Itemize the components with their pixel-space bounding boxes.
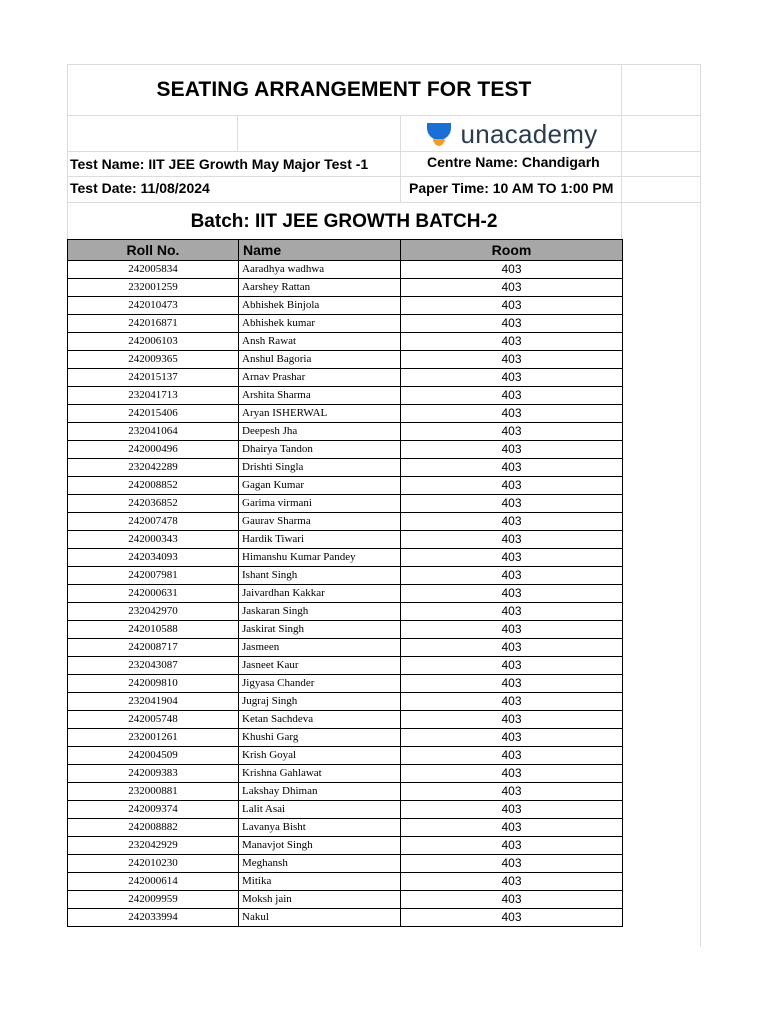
student-name-cell: Jaskirat Singh (239, 621, 401, 639)
student-name-cell: Arnav Prashar (239, 369, 401, 387)
student-name-cell: Jaivardhan Kakkar (239, 585, 401, 603)
roll-no-cell: 232041904 (68, 693, 239, 711)
roll-no-cell: 242006103 (68, 333, 239, 351)
roll-no-cell: 232001261 (68, 729, 239, 747)
student-name-cell: Manavjot Singh (239, 837, 401, 855)
student-name-cell: Aarshey Rattan (239, 279, 401, 297)
table-row (68, 711, 623, 729)
table-row (68, 909, 623, 927)
student-name-cell: Abhishek Binjola (239, 297, 401, 315)
student-name-cell: Krish Goyal (239, 747, 401, 765)
room-cell: 403 (401, 603, 623, 621)
roll-no-cell: 242010588 (68, 621, 239, 639)
room-cell: 403 (401, 855, 623, 873)
table-row (68, 693, 623, 711)
student-name-cell: Jasneet Kaur (239, 657, 401, 675)
room-cell: 403 (401, 297, 623, 315)
roll-no-cell: 242033994 (68, 909, 239, 927)
roll-no-cell: 242007981 (68, 567, 239, 585)
table-row (68, 567, 623, 585)
table-body (68, 261, 623, 927)
student-name-cell: Aaradhya wadhwa (239, 261, 401, 279)
table-row (68, 495, 623, 513)
table-row (68, 747, 623, 765)
table-row (68, 477, 623, 495)
roll-no-cell: 242000614 (68, 873, 239, 891)
unacademy-logo-icon (424, 120, 454, 148)
grid-line (67, 176, 701, 177)
room-cell: 403 (401, 693, 623, 711)
paper-time: Paper Time: 10 AM TO 1:00 PM (409, 180, 614, 196)
roll-no-cell: 232042929 (68, 837, 239, 855)
roll-no-cell: 242000343 (68, 531, 239, 549)
roll-no-cell: 232001259 (68, 279, 239, 297)
table-row (68, 837, 623, 855)
grid-line (67, 202, 701, 203)
student-name-cell: Krishna Gahlawat (239, 765, 401, 783)
roll-no-cell: 242015406 (68, 405, 239, 423)
room-cell: 403 (401, 531, 623, 549)
table-header-row (68, 240, 623, 261)
student-name-cell: Ansh Rawat (239, 333, 401, 351)
logo-wordmark: unacademy (460, 118, 598, 149)
table-row (68, 657, 623, 675)
room-cell: 403 (401, 477, 623, 495)
table-row (68, 855, 623, 873)
room-cell: 403 (401, 585, 623, 603)
table-row (68, 369, 623, 387)
roll-no-cell: 242008882 (68, 819, 239, 837)
roll-no-cell: 242036852 (68, 495, 239, 513)
unacademy-logo (401, 117, 621, 151)
room-cell: 403 (401, 369, 623, 387)
roll-no-cell: 242009365 (68, 351, 239, 369)
table-row (68, 873, 623, 891)
room-cell: 403 (401, 783, 623, 801)
table-row (68, 603, 623, 621)
student-name-cell: Jasmeen (239, 639, 401, 657)
student-name-cell: Jaskaran Singh (239, 603, 401, 621)
centre-name: Centre Name: Chandigarh (427, 154, 600, 170)
table-row (68, 423, 623, 441)
room-cell: 403 (401, 819, 623, 837)
grid-line (67, 115, 701, 116)
student-name-cell: Drishti Singla (239, 459, 401, 477)
student-name-cell: Nakul (239, 909, 401, 927)
student-name-cell: Aryan ISHERWAL (239, 405, 401, 423)
grid-line (67, 151, 701, 152)
table-row (68, 513, 623, 531)
table-row (68, 297, 623, 315)
seating-table (67, 239, 623, 927)
table-row (68, 333, 623, 351)
column-header-room: Room (401, 240, 623, 261)
student-name-cell: Gaurav Sharma (239, 513, 401, 531)
table-row (68, 765, 623, 783)
roll-no-cell: 242005834 (68, 261, 239, 279)
student-name-cell: Mitika (239, 873, 401, 891)
roll-no-cell: 242008852 (68, 477, 239, 495)
student-name-cell: Khushi Garg (239, 729, 401, 747)
student-name-cell: Abhishek kumar (239, 315, 401, 333)
roll-no-cell: 232042289 (68, 459, 239, 477)
room-cell: 403 (401, 459, 623, 477)
student-name-cell: Dhairya Tandon (239, 441, 401, 459)
room-cell: 403 (401, 567, 623, 585)
room-cell: 403 (401, 729, 623, 747)
room-cell: 403 (401, 747, 623, 765)
roll-no-cell: 242015137 (68, 369, 239, 387)
roll-no-cell: 242004509 (68, 747, 239, 765)
column-header-roll-no: Roll No. (68, 240, 239, 261)
student-name-cell: Garima virmani (239, 495, 401, 513)
roll-no-cell: 232043087 (68, 657, 239, 675)
roll-no-cell: 232041064 (68, 423, 239, 441)
table-row (68, 279, 623, 297)
roll-no-cell: 242009374 (68, 801, 239, 819)
room-cell: 403 (401, 837, 623, 855)
student-name-cell: Lalit Asai (239, 801, 401, 819)
table-row (68, 441, 623, 459)
column-header-name: Name (239, 240, 401, 261)
table-row (68, 585, 623, 603)
table-row (68, 891, 623, 909)
roll-no-cell: 242007478 (68, 513, 239, 531)
student-name-cell: Anshul Bagoria (239, 351, 401, 369)
table-row (68, 351, 623, 369)
room-cell: 403 (401, 549, 623, 567)
student-name-cell: Lakshay Dhiman (239, 783, 401, 801)
roll-no-cell: 242010230 (68, 855, 239, 873)
room-cell: 403 (401, 387, 623, 405)
test-date: Test Date: 11/08/2024 (70, 180, 210, 196)
roll-no-cell: 242009810 (68, 675, 239, 693)
table-row (68, 639, 623, 657)
roll-no-cell: 242034093 (68, 549, 239, 567)
room-cell: 403 (401, 765, 623, 783)
table-row (68, 405, 623, 423)
room-cell: 403 (401, 711, 623, 729)
roll-no-cell: 242009959 (68, 891, 239, 909)
room-cell: 403 (401, 801, 623, 819)
table-row (68, 729, 623, 747)
room-cell: 403 (401, 405, 623, 423)
student-name-cell: Lavanya Bisht (239, 819, 401, 837)
table-row (68, 315, 623, 333)
table-row (68, 387, 623, 405)
roll-no-cell: 242000496 (68, 441, 239, 459)
table-row (68, 819, 623, 837)
room-cell: 403 (401, 675, 623, 693)
room-cell: 403 (401, 351, 623, 369)
student-name-cell: Himanshu Kumar Pandey (239, 549, 401, 567)
grid-line (237, 115, 238, 151)
table-row (68, 675, 623, 693)
room-cell: 403 (401, 873, 623, 891)
student-name-cell: Deepesh Jha (239, 423, 401, 441)
roll-no-cell: 242010473 (68, 297, 239, 315)
room-cell: 403 (401, 639, 623, 657)
roll-no-cell: 232042970 (68, 603, 239, 621)
roll-no-cell: 242008717 (68, 639, 239, 657)
room-cell: 403 (401, 513, 623, 531)
room-cell: 403 (401, 315, 623, 333)
roll-no-cell: 232000881 (68, 783, 239, 801)
student-name-cell: Moksh jain (239, 891, 401, 909)
roll-no-cell: 242005748 (68, 711, 239, 729)
table-row (68, 459, 623, 477)
batch-heading: Batch: IIT JEE GROWTH BATCH-2 (190, 210, 498, 232)
student-name-cell: Jigyasa Chander (239, 675, 401, 693)
student-name-cell: Meghansh (239, 855, 401, 873)
room-cell: 403 (401, 657, 623, 675)
grid-line (621, 64, 622, 239)
room-cell: 403 (401, 909, 623, 927)
student-name-cell: Ketan Sachdeva (239, 711, 401, 729)
room-cell: 403 (401, 441, 623, 459)
room-cell: 403 (401, 423, 623, 441)
table-row (68, 531, 623, 549)
room-cell: 403 (401, 333, 623, 351)
student-name-cell: Hardik Tiwari (239, 531, 401, 549)
roll-no-cell: 242016871 (68, 315, 239, 333)
student-name-cell: Ishant Singh (239, 567, 401, 585)
room-cell: 403 (401, 495, 623, 513)
table-row (68, 549, 623, 567)
table-row (68, 261, 623, 279)
table-row (68, 783, 623, 801)
room-cell: 403 (401, 261, 623, 279)
grid-line (700, 64, 701, 947)
test-name: Test Name: IIT JEE Growth May Major Test -1 (70, 156, 369, 172)
room-cell: 403 (401, 891, 623, 909)
table-row (68, 621, 623, 639)
roll-no-cell: 242009383 (68, 765, 239, 783)
table-row (68, 801, 623, 819)
room-cell: 403 (401, 279, 623, 297)
roll-no-cell: 242000631 (68, 585, 239, 603)
student-name-cell: Jugraj Singh (239, 693, 401, 711)
student-name-cell: Arshita Sharma (239, 387, 401, 405)
student-name-cell: Gagan Kumar (239, 477, 401, 495)
room-cell: 403 (401, 621, 623, 639)
page-title: SEATING ARRANGEMENT FOR TEST (156, 77, 532, 101)
roll-no-cell: 232041713 (68, 387, 239, 405)
